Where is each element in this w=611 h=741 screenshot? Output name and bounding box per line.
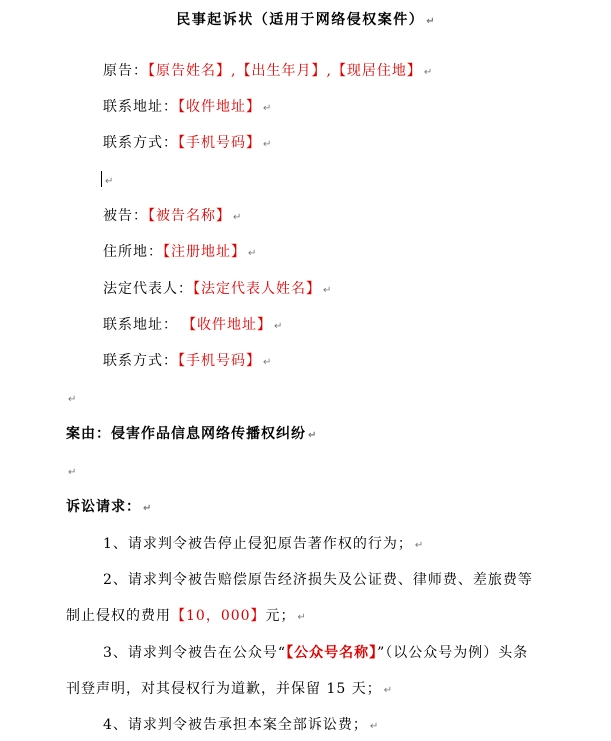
- plaintiff-line: [103, 61, 432, 83]
- paragraph-mark-icon: ↵: [297, 612, 306, 623]
- defendant-name: 【被告名称】: [148, 208, 231, 224]
- claim-3-text-1: 3、请求判令被告在公众号“: [103, 645, 287, 661]
- defendant-line: [103, 206, 241, 228]
- claim-3-line-1: [103, 643, 528, 663]
- legal-rep-line: [103, 279, 331, 301]
- paragraph-mark-icon: ↵: [423, 67, 433, 78]
- paragraph-mark-icon: ↵: [68, 394, 77, 405]
- paragraph-mark-icon: ↵: [105, 176, 114, 187]
- plaintiff-contact-label: 联系方式：: [103, 135, 178, 151]
- claim-2-line-2: [66, 606, 306, 628]
- paragraph-mark-icon: ↵: [233, 212, 242, 223]
- plaintiff-name: 【原告姓名】: [148, 63, 231, 79]
- claim-4: 4、请求判令被告承担本案全部诉讼费；: [103, 717, 368, 733]
- plaintiff-residence: 【现居住地】: [331, 63, 422, 79]
- claim-3-account-name: 【公众号名称】: [286, 645, 378, 661]
- claim-2-text-1: 2、请求判令被告赔偿原告经济损失及公证费、律师费、差旅费等: [103, 572, 533, 588]
- defendant-label: 被告：: [103, 208, 148, 224]
- claim-2-text-2: 制止侵权的费用: [66, 608, 171, 624]
- empty-line: [66, 461, 76, 483]
- plaintiff-address-line: [103, 97, 271, 119]
- empty-line-with-cursor[interactable]: [101, 170, 113, 192]
- claim-4-line: [103, 715, 378, 737]
- title-text: 民事起诉状（适用于网络侵权案件）: [176, 12, 425, 28]
- cause-line: [66, 424, 316, 446]
- claims-heading-line: [66, 497, 151, 519]
- claim-3-text-3: 刊登声明，对其侵权行为道歉，并保留 15 天；: [66, 681, 382, 697]
- claim-3-line-2: [66, 679, 392, 701]
- paragraph-mark-icon: ↵: [68, 467, 77, 478]
- defendant-address-label: 联系地址：: [103, 317, 178, 333]
- defendant-domicile-label: 住所地：: [103, 244, 163, 260]
- legal-rep-name: 【法定代表人姓名】: [193, 281, 321, 297]
- defendant-contact-line: [103, 351, 271, 373]
- paragraph-mark-icon: ↵: [143, 503, 152, 514]
- claim-1-line: [103, 534, 423, 556]
- plaintiff-address-label: 联系地址：: [103, 99, 178, 115]
- paragraph-mark-icon: ↵: [383, 685, 393, 696]
- claim-2-text-3: 元；: [265, 608, 296, 624]
- paragraph-mark-icon: ↵: [369, 721, 379, 732]
- plaintiff-contact: 【手机号码】: [178, 135, 261, 151]
- plaintiff-birth: 【出生年月】: [236, 63, 327, 79]
- claim-3-text-2: ”（以公众号为例）头条: [377, 645, 529, 661]
- paragraph-mark-icon: ↵: [274, 321, 283, 332]
- defendant-contact: 【手机号码】: [178, 353, 261, 369]
- defendant-address-line: [103, 315, 282, 337]
- claim-2-amount: 【10，000】: [171, 608, 266, 624]
- paragraph-mark-icon: ↵: [263, 103, 272, 114]
- paragraph-mark-icon: ↵: [414, 540, 424, 551]
- defendant-contact-label: 联系方式：: [103, 353, 178, 369]
- document-title: [0, 10, 611, 32]
- cause-of-action: 案由：侵害作品信息网络传播权纠纷: [66, 426, 306, 442]
- paragraph-mark-icon: ↵: [263, 139, 272, 150]
- paragraph-mark-icon: ↵: [426, 16, 435, 27]
- claims-heading: 诉讼请求：: [66, 499, 141, 515]
- defendant-domicile: 【注册地址】: [163, 244, 246, 260]
- paragraph-mark-icon: ↵: [323, 285, 332, 296]
- plaintiff-address: 【收件地址】: [178, 99, 261, 115]
- plaintiff-contact-line: [103, 133, 271, 155]
- plaintiff-separator-1: ,: [231, 63, 237, 79]
- plaintiff-label: 原告：: [103, 63, 148, 79]
- paragraph-mark-icon: ↵: [308, 430, 317, 441]
- empty-line: [66, 388, 76, 410]
- paragraph-mark-icon: ↵: [263, 357, 272, 368]
- defendant-domicile-line: [103, 242, 256, 264]
- legal-rep-label: 法定代表人：: [103, 281, 193, 297]
- plaintiff-separator-2: ,: [326, 63, 332, 79]
- claim-1: 1、请求判令被告停止侵犯原告著作权的行为；: [103, 536, 413, 552]
- paragraph-mark-icon: ↵: [248, 248, 257, 259]
- claim-2-line-1: [103, 570, 533, 590]
- text-cursor: [101, 171, 102, 187]
- defendant-address: 【收件地址】: [182, 317, 272, 333]
